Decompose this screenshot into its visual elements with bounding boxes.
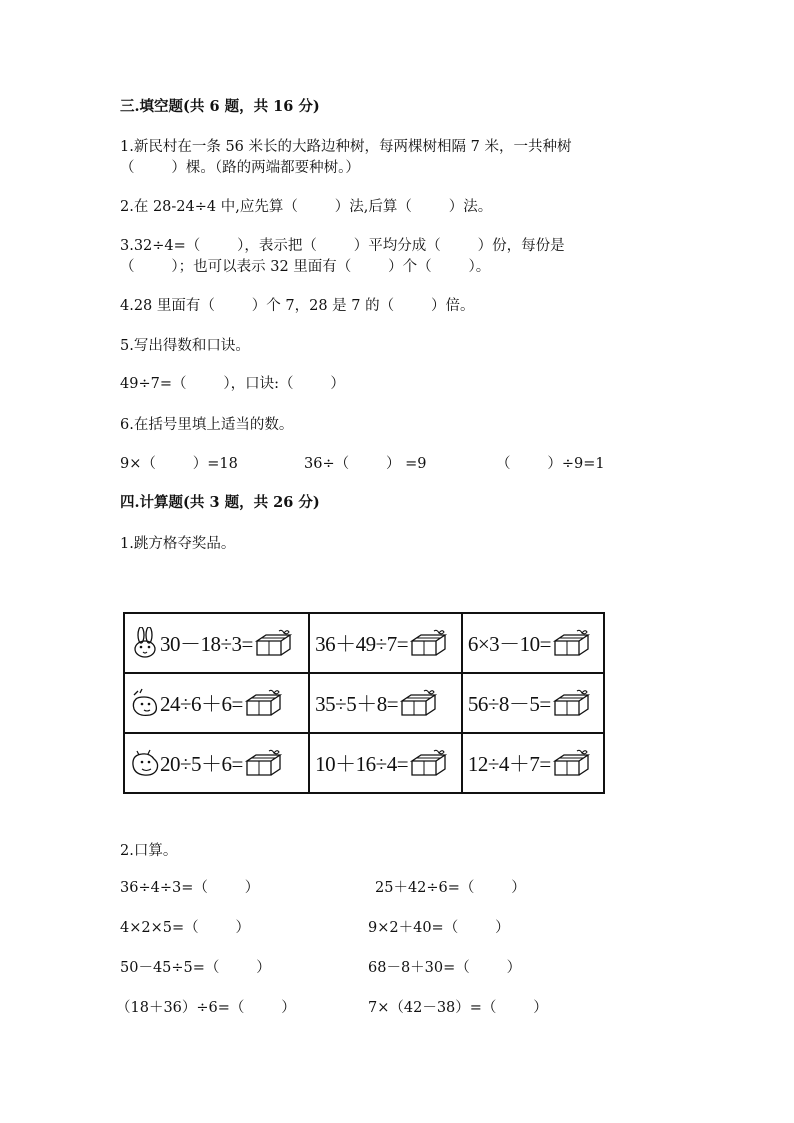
oral-item: 36÷4÷3=（ ） (120, 880, 260, 896)
grid-expression: 20÷5＋6= (160, 752, 243, 776)
q5-title: 5.写出得数和口诀。 (120, 338, 250, 354)
q6-item-2: 36÷（ ） =9 (304, 456, 427, 472)
q6-item-3: （ ）÷9=1 (496, 456, 605, 472)
grid-cell (309, 733, 462, 793)
oral-item: 68－8＋30=（ ） (368, 960, 522, 976)
grid-expression: 56÷8－5= (467, 692, 551, 716)
gift-box-icon (409, 629, 449, 657)
calc-q1-title: 1.跳方格夺奖品。 (120, 536, 236, 552)
giraffe-icon (130, 687, 160, 719)
gift-box-icon (552, 629, 592, 657)
gift-box-icon (244, 749, 284, 777)
gift-box-icon (552, 689, 592, 717)
rabbit-icon (130, 627, 160, 659)
oral-item: 25＋42÷6=（ ） (375, 880, 526, 896)
grid-cell (462, 733, 604, 793)
grid-row (124, 613, 604, 673)
oral-item: 4×2×5=（ ） (120, 920, 250, 936)
gift-box-icon (244, 689, 284, 717)
oral-item: （18＋36）÷6=（ ） (116, 1000, 296, 1016)
q3-line1: 3.32÷4=（ ），表示把（ ）平均分成（ ）份，每份是 (120, 238, 565, 254)
q3-line2: （ ）；也可以表示 32 里面有（ ）个（ ）。 (120, 259, 491, 275)
q6-title: 6.在括号里填上适当的数。 (120, 417, 294, 433)
gift-box-icon (399, 689, 439, 717)
grid-expression: 35÷5＋8= (315, 692, 399, 716)
grid-row (124, 733, 604, 793)
grid-cell (124, 733, 309, 793)
grid-expression: 6×3－10= (467, 632, 552, 656)
q4-text: 4.28 里面有（ ）个 7，28 是 7 的（ ）倍。 (120, 298, 475, 314)
grid-cell (124, 613, 309, 673)
grid-cell (309, 613, 462, 673)
hopscotch-grid (123, 612, 605, 794)
q1-line2: （ ）棵。（路的两端都要种树。） (120, 160, 360, 176)
q1-line1: 1.新民村在一条 56 米长的大路边种树，每两棵树相隔 7 米，一共种树 (120, 139, 572, 155)
hippo-icon (130, 747, 160, 779)
grid-expression: 12÷4＋7= (467, 752, 551, 776)
gift-box-icon (409, 749, 449, 777)
calc-q2-title: 2.口算。 (120, 843, 178, 859)
oral-item: 7×（42－38）=（ ） (368, 1000, 548, 1016)
q6-item-1: 9×（ ）=18 (120, 456, 238, 472)
grid-expression: 24÷6＋6= (160, 692, 243, 716)
grid-cell (309, 673, 462, 733)
q5-item: 49÷7=（ ），口诀:（ ） (120, 376, 345, 392)
section3-title: 三.填空题(共 6 题，共 16 分) (120, 98, 320, 115)
oral-item: 50－45÷5=（ ） (120, 960, 271, 976)
grid-expression: 36＋49÷7= (315, 632, 409, 656)
grid-row (124, 673, 604, 733)
q2-text: 2.在 28-24÷4 中,应先算（ ）法,后算（ ）法。 (120, 199, 493, 215)
grid-expression: 30－18÷3= (160, 632, 253, 656)
gift-box-icon (552, 749, 592, 777)
gift-box-icon (254, 629, 294, 657)
grid-cell (462, 613, 604, 673)
section4-title: 四.计算题(共 3 题，共 26 分) (120, 494, 320, 511)
grid-cell (462, 673, 604, 733)
grid-expression: 10＋16÷4= (315, 752, 409, 776)
oral-item: 9×2＋40=（ ） (368, 920, 510, 936)
grid-cell (124, 673, 309, 733)
